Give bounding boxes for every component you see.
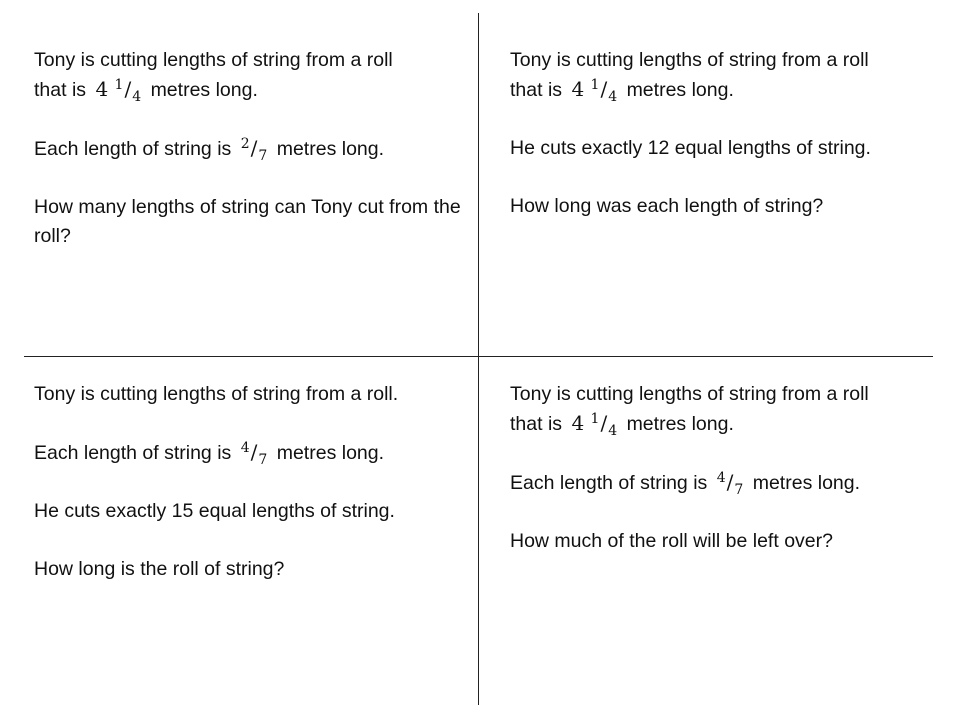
question-4-intro: Tony is cutting lengths of string from a roll that is 4 $^1/_4$ metres long.	[510, 383, 869, 439]
question-1-intro: Tony is cutting lengths of string from a roll that is 4 $^1/_4$ metres long.	[34, 49, 393, 105]
question-card-4	[510, 380, 940, 556]
question-card-2	[510, 46, 940, 221]
question-1-piece-length: Each length of string is $^2/_7$ metres long.	[34, 136, 385, 164]
question-card-3	[34, 380, 464, 584]
horizontal-divider	[24, 356, 933, 357]
question-1-prompt: How many lengths of string can Tony cut from the roll?	[34, 196, 461, 247]
question-2-cuts: He cuts exactly 12 equal lengths of string.	[510, 137, 871, 159]
roll-length-fraction: 4 $^1/_4$	[571, 77, 618, 105]
question-4-prompt: How much of the roll will be left over?	[510, 530, 833, 552]
roll-length-fraction: 4 $^1/_4$	[571, 411, 618, 439]
vertical-divider	[478, 13, 479, 705]
piece-length-fraction: $^2/_7$	[240, 136, 268, 164]
question-3-intro: Tony is cutting lengths of string from a roll.	[34, 383, 399, 405]
roll-length-fraction: 4 $^1/_4$	[95, 77, 142, 105]
question-2-prompt: How long was each length of string?	[510, 195, 824, 217]
piece-length-fraction: $^4/_7$	[716, 470, 744, 498]
question-2-intro: Tony is cutting lengths of string from a roll that is 4 $^1/_4$ metres long.	[510, 49, 869, 105]
question-3-prompt: How long is the roll of string?	[34, 558, 285, 580]
question-3-piece-length: Each length of string is $^4/_7$ metres long.	[34, 440, 385, 468]
piece-length-fraction: $^4/_7$	[240, 440, 268, 468]
question-card-1	[34, 46, 464, 251]
question-3-cuts: He cuts exactly 15 equal lengths of string.	[34, 500, 395, 522]
question-4-piece-length: Each length of string is $^4/_7$ metres long.	[510, 470, 861, 498]
